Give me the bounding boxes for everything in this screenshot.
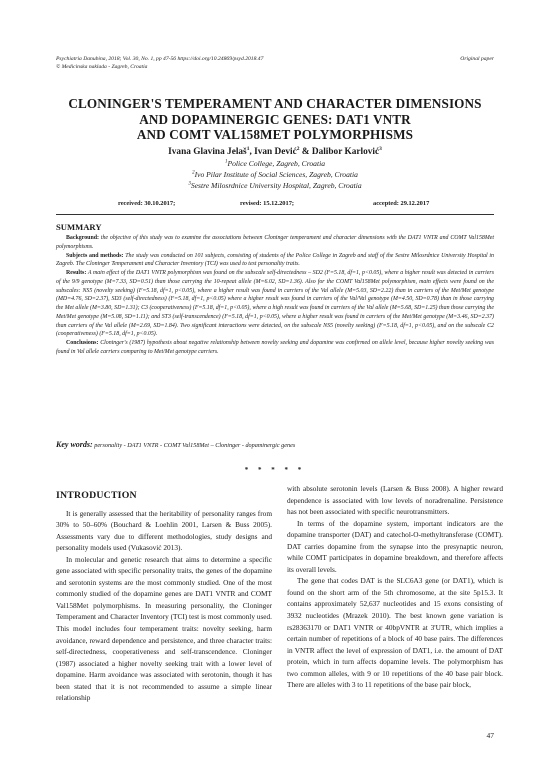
affiliation-text: Sestre Milosrdnice University Hospital, Zagreb, Croatia (190, 181, 362, 190)
affiliation-text: Police College, Zagreb, Croatia (227, 159, 325, 168)
paper-title (40, 96, 510, 143)
column-right (287, 483, 503, 691)
affiliation-mark: 2 (192, 170, 195, 176)
received-date: received: 30.10.2017; (118, 200, 176, 207)
abstract-results (56, 269, 494, 339)
section-separator: * * * * * (244, 466, 306, 474)
publisher-line: © Medicinska naklada - Zagreb, Croatia (56, 64, 148, 70)
author-name: Ivana Glavina Jelaš (168, 147, 247, 158)
paragraph: It is generally assessed that the heritability of personality ranges from 30% to 50–60% (Bouchard & Loehlin 2001, Larsen & Buss 2005). Assessments vary due to different methodologies, study designs and personality models used (Vukasović 2013). (56, 508, 272, 553)
affiliation-mark: 3 (188, 181, 191, 187)
abstract-text: A main effect of the DAT1 VNTR polymorphism was found on the subscale self-directedness – SD2 (F=5.18, df=1, p<0.05), where a higher result was detected in carriers of the 9/9 genotype (M=7.33, SD=0.51) than those carrying the 10-repeat allele (M=6.02, SD=1.36). Also for the COMT Val158Met polymorphism, main effects were found on the subscales: NS5 (novelty seeking) (F=5.18, df=1, p<0.05), where a higher result was found in carriers of the Val allele (M=5.03, SD=2.22) than in carriers of the Met/Met genotype (MD=4.76, SD=2.37), SD3 (self-directedness) (F=5.18, df=1, p<0.05) where a higher result was found in carriers of the Val/Val genotype (M=4.50, SD=0.78) than in those carrying the Met allele (M=3.80, SD=1.31); C3 (cooperativeness) (F=5.18, df=1, p<0.05), where a high result was found in carriers of the Val allele (M=5.68, SD=1.25) than those carrying the Met/Met genotype (M=5.08, SD=1.11); and ST3 (self-transcendence) (F=5.18, df=1, p<0.05), where a higher result was found in carriers of the Met/Met genotype (M=3.46, SD=2.37) than carriers of the Val allele (M=2.69, SD=1.84). Two significant interactions were detected, on the subscale NS5 (novelty seeking) (F=5.18, df=1, p<0.05), and on the subscale C2 (cooperativeness) (F=5.18, df=1, p<0.05). (56, 270, 494, 338)
page-number: 47 (486, 731, 494, 740)
abstract-label: Conclusions: (66, 340, 99, 346)
author-name: Dalibor Karlović (311, 147, 380, 158)
affiliation (40, 159, 510, 168)
divider (56, 214, 494, 215)
accepted-date: accepted: 29.12.2017 (373, 200, 430, 207)
keywords (56, 440, 494, 449)
abstract-text: the objective of this study was to examine the associations between Cloninger temperament and character dimensions with the DAT1 VNTR and COMT Val158Met polymorphisms. (56, 235, 494, 250)
column-left (56, 486, 272, 704)
abstract-subjects (56, 252, 494, 270)
author-separator: & (299, 147, 312, 158)
section-heading: INTRODUCTION (56, 490, 137, 501)
author-list (40, 146, 510, 157)
title-line-2: AND DOPAMINERGIC GENES: DAT1 VNTR (139, 111, 411, 127)
revised-date: revised: 15.12.2017; (240, 200, 295, 207)
paragraph: In molecular and genetic research that aims to determine a specific gene associated with specific personality traits, the genes of the dopamine and serotonin systems are the most commonly studied. One of the most commonly studied of the dopamine genes are DAT1 VNTR and COMT Val158Met polymorphisms. In measuring personality, the Cloninger Temperament and Character Inventory (TCI) test is most commonly used. This model includes four temperament traits: novelty seeking, harm avoidance, reward dependence and persistence, and three character traits: self-directedness, cooperativeness and self-transcendence. Cloninger (1987) associated a higher novelty seeking trait with a lower level of dopamine. Harm avoidance was associated with serotonin, though it has been stated that it is not recommended to assume a simple linear relationship (56, 554, 272, 703)
abstract-background (56, 234, 494, 252)
author-affiliation-mark: 2 (296, 146, 300, 152)
summary-heading: SUMMARY (56, 222, 102, 232)
citation-line: Psychiatria Danubina, 2018; Vol. 30, No. 1, pp 47-56 https://doi.org/10.24869/psyd.2018.47 (56, 56, 264, 62)
affiliation (40, 181, 510, 190)
paragraph: with absolute serotonin levels (Larsen & Buss 2008). A higher reward dependence is associated with low levels of noradrenaline. Persistence has not been associated with specific neurotransmitters. (287, 484, 503, 517)
keywords-label: Key words: (56, 440, 93, 449)
paragraph: In terms of the dopamine system, important indicators are the dopamine transporter (DAT) and catechol-O-methyltransferase (COMT). DAT carries dopamine from the synapse into the presynaptic neuron, while COMT participates in dopamine breakdown, and therefore affects its overall levels. (287, 518, 503, 574)
affiliation (40, 170, 510, 179)
title-line-3: AND COMT VAL158MET POLYMORPHISMS (136, 127, 414, 142)
affiliation-text: Ivo Pilar Institute of Social Sciences, Zagreb, Croatia (194, 170, 358, 179)
keywords-text: personality - DAT1 VNTR - COMT Val158Met – Cloninger - dopaminergic genes (92, 442, 296, 449)
paper-type-label: Original paper (460, 56, 494, 62)
author-affiliation-mark: 3 (379, 146, 382, 152)
paragraph: The gene that codes DAT is the SLC6A3 gene (or DAT1), which is found on the short arm of the 5th chromosome, at the site 5p15.3. It contains approximately 52,637 nucleotides and 15 exons consisting of 3932 nucleotides (Mrazek 2010). The best known gene variation is rs28363170 or DAT1 VNTR or 40bpVNTR at 3'UTR, which implies a certain number of repetitions of a block of 40 base pairs. The differences in VNTR affect the level of expression of DAT1, i.e. the amount of DAT protein, which in turn affects dopamine levels. The polymorphism has two common alleles, with 9 or 10 repetitions of the 40 base pair block. There are alleles with 3 to 11 repetitions of the base pair block, (287, 576, 503, 690)
affiliation-mark: 1 (224, 159, 228, 165)
abstract-label: Results: (66, 270, 87, 276)
abstract-label: Background: (66, 235, 99, 241)
abstract-text: Cloninger's (1987) hypothesis about negative relationship between novelty seeking and dopamine was confirmed on allele level, because higher novelty seeking was found in Val allele carriers comparing to Met/Met genotype carriers. (56, 340, 494, 355)
abstract (56, 234, 494, 357)
author-affiliation-mark: 1 (246, 146, 250, 152)
author-name: Ivan Dević (254, 147, 297, 158)
abstract-label: Subjects and methods: (66, 252, 124, 259)
abstract-conclusions (56, 339, 494, 357)
title-line-1: CLONINGER'S TEMPERAMENT AND CHARACTER DIMENSIONS (68, 96, 482, 111)
running-header (56, 55, 494, 71)
author-separator: , (249, 147, 255, 158)
abstract-text: The study was conducted on 101 subjects, consisting of students of the Police College in Zagreb and staff of the Sestre Milosrdnice University Hospital in Zagreb. The Cloninger Temperament and Character Inventory (TCI) was used to test personality traits. (56, 252, 495, 268)
